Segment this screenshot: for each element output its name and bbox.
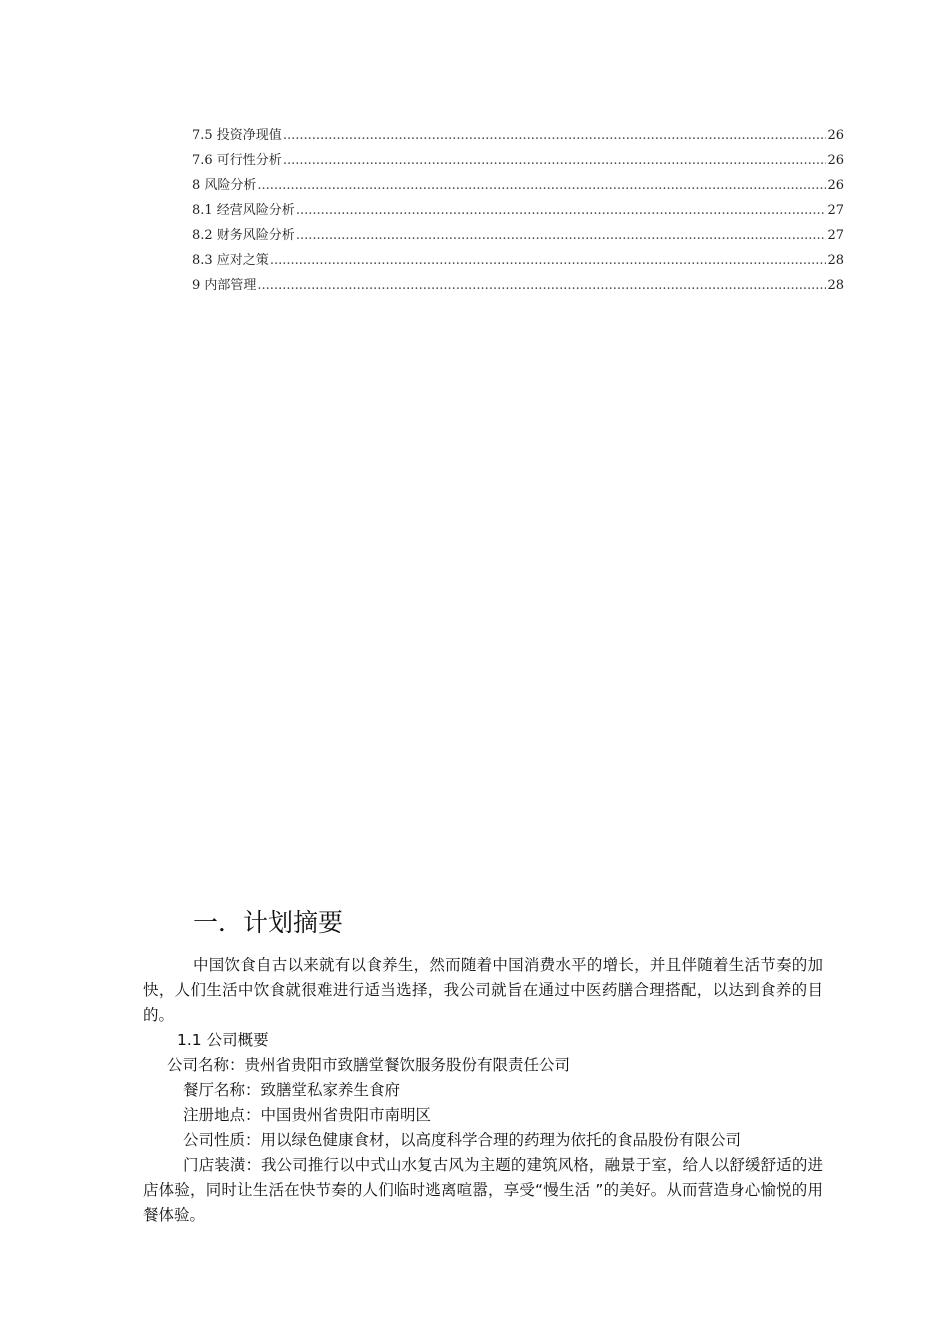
- toc-leader-dots: [296, 201, 827, 221]
- toc-leader-dots: [283, 151, 827, 171]
- toc-entry[interactable]: [192, 226, 844, 251]
- toc-entry-label: 7.6 可行性分析: [192, 153, 282, 168]
- toc-entry[interactable]: [192, 201, 844, 226]
- plan-summary-section: [143, 905, 823, 1228]
- toc-entry[interactable]: [192, 126, 844, 151]
- toc-entry-page: 27: [827, 228, 844, 243]
- toc-leader-dots: [257, 276, 826, 296]
- toc-entry-page: 26: [827, 153, 844, 168]
- toc-leader-dots: [257, 176, 826, 196]
- toc-entry-label: 8.2 财务风险分析: [192, 228, 295, 243]
- toc-entry-page: 26: [827, 178, 844, 193]
- toc-entry-label: 9 内部管理: [192, 278, 257, 293]
- table-of-contents: [192, 126, 844, 301]
- toc-entry[interactable]: [192, 176, 844, 201]
- toc-entry-label: 8.1 经营风险分析: [192, 203, 295, 218]
- store-decoration-paragraph: 门店装潢：我公司推行以中式山水复古风为主题的建筑风格，融景于室，给人以舒缓舒适的进店体验，同时让生活在快节奏的人们临时逃离喧嚣，享受“慢生活 ”的美好。从而营造身心愉悦的用餐体验。: [143, 1156, 823, 1224]
- section-heading: 一．计划摘要: [193, 908, 344, 937]
- toc-entry-label: 8.3 应对之策: [192, 253, 269, 268]
- toc-entry[interactable]: [192, 276, 844, 301]
- toc-entry-page: 27: [827, 203, 844, 218]
- intro-paragraph: 中国饮食自古以来就有以食养生，然而随着中国消费水平的增长，并且伴随着生活节奏的加快，人们生活中饮食就很难进行适当选择，我公司就旨在通过中医药膳合理搭配，以达到食养的目的。: [143, 956, 823, 1024]
- toc-entry-page: 26: [827, 128, 844, 143]
- toc-entry[interactable]: [192, 251, 844, 276]
- toc-entry-label: 7.5 投资净现值: [192, 128, 282, 143]
- company-nature-line: 公司性质：用以绿色健康食材，以高度科学合理的药理为依托的食品股份有限公司: [183, 1131, 742, 1149]
- subsection-heading: 1.1 公司概要: [177, 1031, 269, 1049]
- registered-location-line: 注册地点：中国贵州省贵阳市南明区: [183, 1106, 432, 1124]
- toc-entry[interactable]: [192, 151, 844, 176]
- toc-leader-dots: [270, 251, 827, 271]
- toc-entry-page: 28: [827, 253, 844, 268]
- toc-entry-page: 28: [827, 278, 844, 293]
- toc-entry-label: 8 风险分析: [192, 178, 257, 193]
- company-name-line: 公司名称：贵州省贵阳市致膳堂餐饮服务股份有限责任公司: [167, 1056, 571, 1074]
- toc-leader-dots: [283, 126, 827, 146]
- toc-leader-dots: [296, 226, 827, 246]
- restaurant-name-line: 餐厅名称：致膳堂私家养生食府: [183, 1081, 401, 1099]
